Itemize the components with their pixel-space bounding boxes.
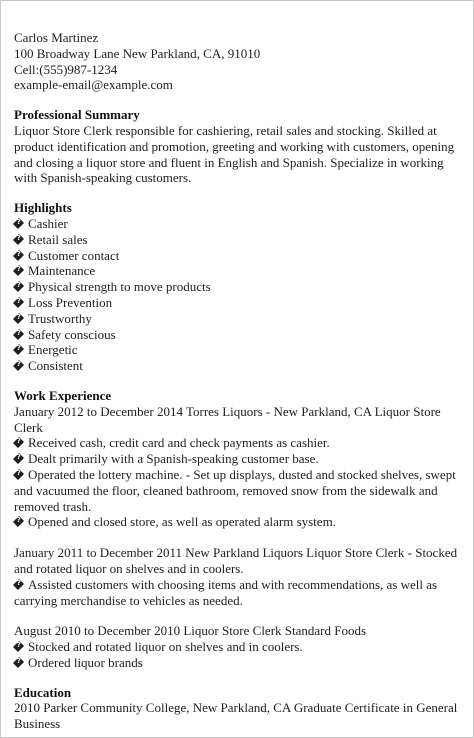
replacement-character-icon <box>13 265 24 276</box>
list-item-text: Received cash, credit card and check payments as cashier. <box>28 435 330 451</box>
replacement-character-icon <box>13 657 24 668</box>
list-item <box>14 263 464 279</box>
contact-email: example-email@example.com <box>14 77 173 93</box>
section-spacer <box>14 671 464 685</box>
contact-name: Carlos Martinez <box>14 30 99 45</box>
highlights-heading: Highlights <box>14 200 72 216</box>
contact-block <box>14 30 464 93</box>
summary-heading: Professional Summary <box>14 107 140 123</box>
experience-section <box>14 388 464 671</box>
list-item-text: Dealt primarily with a Spanish-speaking customer base. <box>28 451 319 467</box>
list-item-text: Retail sales <box>28 231 88 247</box>
list-item <box>14 514 464 530</box>
replacement-character-icon <box>13 234 24 245</box>
contact-address: 100 Broadway Lane New Parkland, CA, 91010 <box>14 45 261 61</box>
list-item <box>14 248 464 264</box>
list-item-text: Ordered liquor brands <box>28 654 143 670</box>
highlights-section <box>14 200 464 374</box>
education-text: 2010 Parker Community College, New Parkland, CA Graduate Certificate in General Business <box>14 700 458 732</box>
summary-text: Liquor Store Clerk responsible for cashiering, retail sales and stocking. Skilled at product identification and promotion, greeting and working with customers, opening and closing a liquor store and fluent in English and Spanish. Specialize in working with Spanish-speaking customers. <box>14 122 455 186</box>
resume-content <box>14 30 464 732</box>
list-item-text: Operated the lottery machine. - Set up displays, dusted and stocked shelves, swept and vacuumed the floor, cleaned bathroom, removed snow from the sidewalk and removed trash. <box>14 466 456 514</box>
list-item <box>14 639 464 655</box>
section-spacer <box>14 93 464 107</box>
job-entry <box>14 404 464 530</box>
job-spacer <box>14 608 464 623</box>
section-spacer <box>14 186 464 200</box>
replacement-character-icon <box>13 453 24 464</box>
replacement-character-icon <box>13 360 24 371</box>
replacement-character-icon <box>13 313 24 324</box>
list-item-text: Customer contact <box>28 247 120 263</box>
list-item <box>14 358 464 374</box>
job-title: January 2012 to December 2014 Torres Liquors - New Parkland, CA Liquor Store Clerk <box>14 403 441 435</box>
replacement-character-icon <box>13 437 24 448</box>
experience-heading: Work Experience <box>14 387 112 403</box>
job-entry <box>14 545 464 608</box>
list-item <box>14 327 464 343</box>
list-item-text: Stocked and rotated liquor on shelves and in coolers. <box>28 639 303 655</box>
replacement-character-icon <box>13 469 24 480</box>
list-item-text: Loss Prevention <box>28 294 113 310</box>
replacement-character-icon <box>13 281 24 292</box>
job-entry <box>14 623 464 670</box>
list-item-text: Maintenance <box>28 263 96 279</box>
list-item-text: Energetic <box>28 342 78 358</box>
list-item <box>14 435 464 451</box>
list-item <box>14 216 464 232</box>
education-heading: Education <box>14 684 72 700</box>
list-item <box>14 232 464 248</box>
list-item-text: Trustworthy <box>28 310 92 326</box>
list-item <box>14 577 464 609</box>
list-item-text: Opened and closed store, as well as operated alarm system. <box>28 514 336 530</box>
job-spacer <box>14 530 464 545</box>
job-title: January 2011 to December 2011 New Parkland Liquors Liquor Store Clerk - Stocked and rotated liquor on shelves and in coolers. <box>14 545 458 576</box>
job-title: August 2010 to December 2010 Liquor Store Clerk Standard Foods <box>14 623 367 639</box>
replacement-character-icon <box>13 297 24 308</box>
list-item-text: Cashier <box>28 215 68 231</box>
replacement-character-icon <box>13 344 24 355</box>
list-item <box>14 295 464 311</box>
section-spacer <box>14 374 464 388</box>
highlights-list <box>14 216 464 374</box>
list-item-text: Safety conscious <box>28 326 116 342</box>
list-item <box>14 451 464 467</box>
list-item <box>14 467 464 514</box>
replacement-character-icon <box>13 579 24 590</box>
summary-section <box>14 107 464 186</box>
replacement-character-icon <box>13 516 24 527</box>
replacement-character-icon <box>13 218 24 229</box>
list-item-text: Assisted customers with choosing items and with recommendations, as well as carrying merchandise to vehicles as needed. <box>14 576 438 608</box>
education-section <box>14 685 464 732</box>
list-item-text: Consistent <box>28 358 83 374</box>
list-item <box>14 311 464 327</box>
list-item <box>14 655 464 671</box>
list-item <box>14 342 464 358</box>
replacement-character-icon <box>13 250 24 261</box>
list-item <box>14 279 464 295</box>
contact-cell: Cell:(555)987-1234 <box>14 61 118 77</box>
replacement-character-icon <box>13 641 24 652</box>
list-item-text: Physical strength to move products <box>28 279 211 295</box>
replacement-character-icon <box>13 329 24 340</box>
